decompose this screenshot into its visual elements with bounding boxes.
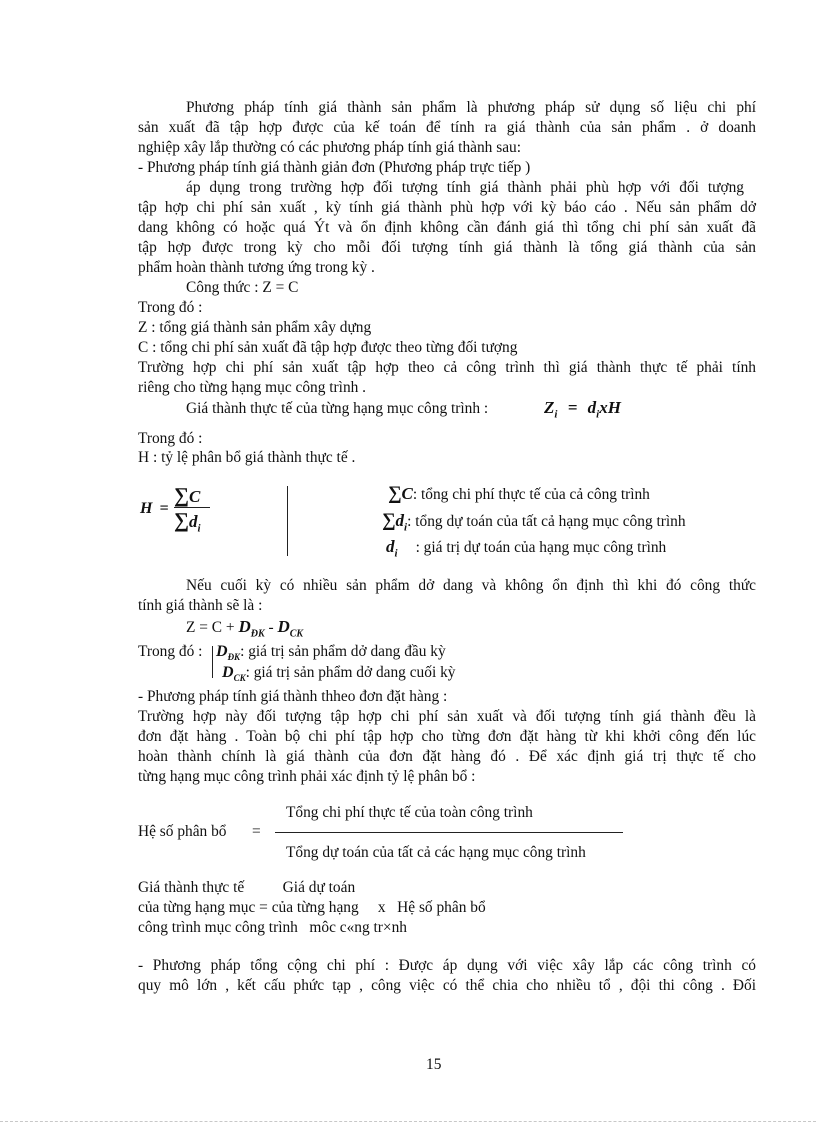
h-numerator bbox=[174, 485, 200, 507]
definition-h: H : tỷ lệ phân bổ giá thành thực tế . bbox=[138, 449, 356, 466]
ratio-eq: = bbox=[252, 823, 261, 840]
method1-line-5: phẩm hoàn thành tương ứng trong kỳ . bbox=[138, 259, 375, 276]
legend-sum-d-desc: : tổng dự toán của tất cả hạng mục công trình bbox=[407, 513, 686, 530]
item-cost-label: Giá thành thực tế của từng hạng mục công trình : bbox=[186, 400, 489, 417]
legend-d-desc: : giá trị dự toán của hạng mục công trình bbox=[415, 539, 667, 556]
h-symbol bbox=[140, 499, 169, 519]
formula-d: d bbox=[587, 398, 597, 417]
wip-d1: D bbox=[238, 617, 251, 636]
den-d: d bbox=[188, 512, 198, 531]
calc-line-2: của từng hạng mục = của từng hạng x Hệ số phân bổ bbox=[138, 899, 486, 916]
intro-line-1: Phương pháp tính giá thành sản phẩm là phương pháp sử dụng số liệu chi phí bbox=[186, 99, 756, 116]
item-cost-formula bbox=[544, 398, 621, 424]
where-label: Trong đó : bbox=[138, 299, 203, 316]
legend-sum-d: $\sum d_i$: tổng dự toán của tất cả hạng mục công trình bbox=[382, 510, 686, 534]
wip-where: Trong đó : bbox=[138, 643, 203, 660]
wip-line-1: Nếu cuối kỳ có nhiều sản phẩm dở dang và không ổn định thì khi đó công thức bbox=[186, 577, 756, 594]
h-eq: = bbox=[159, 500, 169, 517]
bottom-dashed-rule bbox=[0, 1121, 816, 1122]
wip-def1-sym: D bbox=[216, 643, 228, 660]
method3-line-1: - Phương pháp tổng cộng chi phí : Được áp dụng với việc xây lắp các công trình có bbox=[138, 957, 756, 974]
den-i: i bbox=[197, 522, 201, 535]
vertical-divider bbox=[287, 486, 288, 556]
h-denominator bbox=[174, 510, 201, 538]
method1-line-3: dang không có hoặc quá Ýt và ổn định không cần đánh giá thì tổng chi phí sản xuất đã bbox=[138, 219, 756, 236]
formula-eq: = bbox=[567, 398, 578, 417]
wip-def2-sub: CK bbox=[233, 673, 246, 684]
formula-d-sub: i bbox=[596, 408, 600, 421]
ratio-denominator: Tổng dự toán của tất cả các hạng mục công trình bbox=[286, 844, 586, 861]
definition-z: Z : tổng giá thành sản phẩm xây dựng bbox=[138, 319, 372, 336]
h-letter: H bbox=[140, 500, 153, 517]
wip-line-2: tính giá thành sẽ là : bbox=[138, 597, 263, 614]
sum-sign-bottom: ∑ bbox=[174, 508, 189, 532]
page-number: 15 bbox=[426, 1056, 442, 1073]
method1-line-1: áp dụng trong trường hợp đối tượng tính giá thành phải phù hợp với đối tượng bbox=[186, 179, 744, 196]
method2-line-4: từng hạng mục công trình phải xác định tỷ lệ phân bổ : bbox=[138, 768, 476, 785]
method3-line-2: quy mô lớn , kết cấu phức tạp , công việc có thể chia cho nhiều tổ , đội thi công . Đối bbox=[138, 977, 756, 994]
where-label-2: Trong đó : bbox=[138, 430, 203, 447]
method1-line-4: tập hợp được trong kỳ cho mỗi đối tượng tính giá thành là tổng giá thành của sản bbox=[138, 239, 756, 256]
formula-z-sub: i bbox=[554, 408, 558, 421]
ratio-fraction-bar bbox=[275, 832, 623, 833]
wip-sub2: CK bbox=[289, 628, 304, 640]
method1-line-2: tập hợp chi phí sản xuất , kỳ tính giá thành phù hợp với kỳ báo cáo . Nếu sản phẩm dở bbox=[138, 199, 756, 216]
formula-z-equals-c: Công thức : Z = C bbox=[186, 279, 299, 296]
method2-line-1: Trường hợp này đối tượng tập hợp chi phí sản xuất và đối tượng tính giá thành đều là bbox=[138, 708, 756, 725]
method2-line-3: hoàn thành chính là giá thành của đơn đặt hàng đó . Để xác định giá trị thực tế cho bbox=[138, 748, 756, 765]
intro-line-2: sản xuất đã tập hợp được của kế toán để tính ra giá thành của sản phẩm . ở doanh bbox=[138, 119, 756, 136]
legend-d: $d_i$ : giá trị dự toán của hạng mục công trình bbox=[386, 537, 667, 560]
wip-def1-sub: ĐK bbox=[227, 652, 241, 663]
wip-def-2 bbox=[222, 663, 455, 688]
wip-bracket bbox=[212, 646, 213, 678]
wip-minus: - bbox=[268, 619, 274, 636]
wip-d2: D bbox=[277, 617, 290, 636]
formula-z: Z bbox=[544, 398, 555, 417]
method2-line-2: đơn đặt hàng . Toàn bộ chi phí tập hợp cho từng đơn đặt hàng từ khi khởi công đến lúc bbox=[138, 728, 756, 745]
wip-sub1: ĐK bbox=[250, 628, 265, 640]
wip-def1-desc: : giá trị sản phẩm dở dang đầu kỳ bbox=[240, 643, 446, 660]
wip-formula bbox=[186, 617, 303, 644]
intro-line-3: nghiệp xây lắp thường có các phương pháp tính giá thành sau: bbox=[138, 139, 522, 156]
wip-lhs: Z = C + bbox=[186, 619, 235, 636]
calc-line-1: Giá thành thực tế Giá dự toán bbox=[138, 879, 356, 896]
formula-xh: xH bbox=[599, 398, 621, 417]
legend-sum-c-desc: : tổng chi phí thực tế của cả công trình bbox=[412, 486, 650, 503]
method2-heading: - Phương pháp tính giá thành thheo đơn đặt hàng : bbox=[138, 688, 448, 705]
ratio-numerator: Tổng chi phí thực tế của toàn công trình bbox=[286, 804, 533, 821]
method1-heading: - Phương pháp tính giá thành giản đơn (Phương pháp trực tiếp ) bbox=[138, 159, 531, 176]
calc-line-3: công trình mục công trình môc c«ng tr×nh bbox=[138, 919, 407, 936]
wip-def2-sym: D bbox=[222, 664, 234, 681]
legend-sum-c: ∑C: tổng chi phí thực tế của cả công trình bbox=[388, 483, 650, 504]
definition-c: C : tổng chi phí sản xuất đã tập hợp được theo từng đối tượng bbox=[138, 339, 518, 356]
wip-def2-desc: : giá trị sản phẩm dở dang cuối kỳ bbox=[245, 664, 456, 681]
sum-sign-top: ∑ bbox=[174, 483, 189, 507]
case-line-2: riêng cho từng hạng mục công trình . bbox=[138, 379, 367, 396]
num-c: C bbox=[188, 487, 201, 506]
case-line-1: Trường hợp chi phí sản xuất tập hợp theo cả công trình thì giá thành thực tế phải tính bbox=[138, 359, 756, 376]
ratio-label: Hệ số phân bổ bbox=[138, 823, 227, 840]
